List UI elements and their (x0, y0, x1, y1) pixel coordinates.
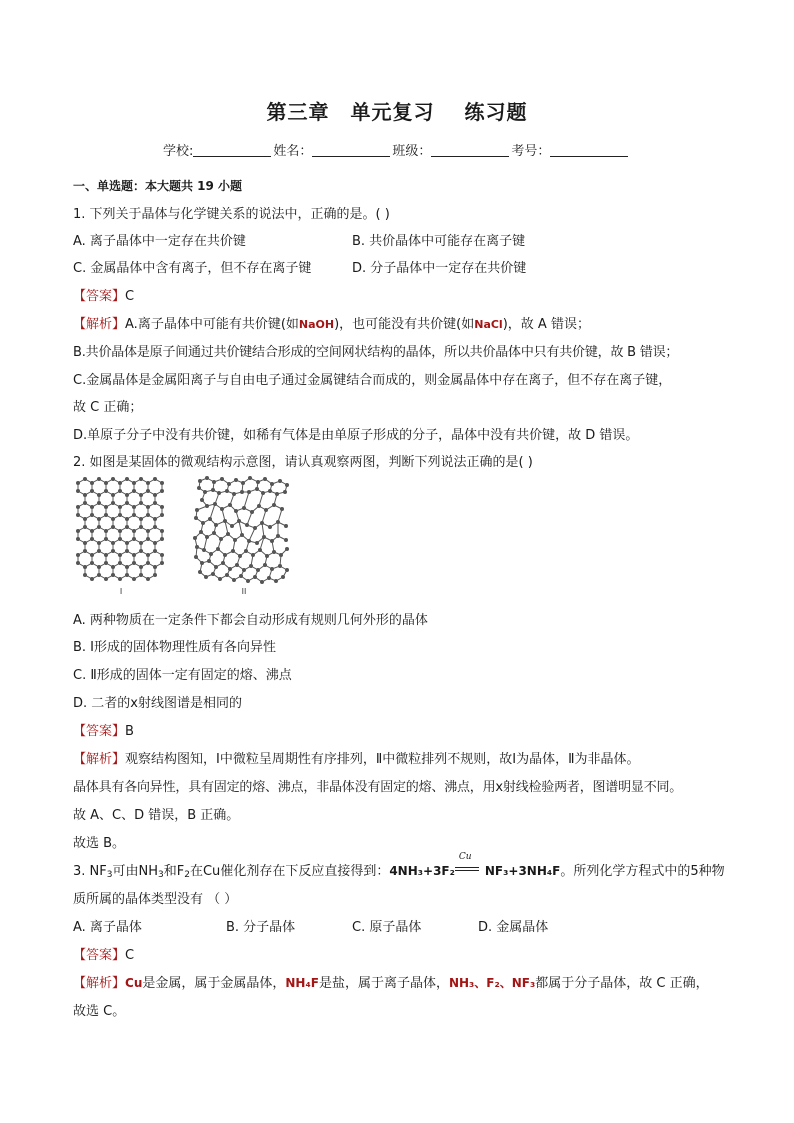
formula-cu: Cu (125, 976, 143, 990)
text-run: 5 (690, 864, 699, 879)
q2-analysis-line-4: 故选 B。 (73, 836, 126, 851)
formula-nh4f: NH₄F (285, 976, 319, 990)
figure-label-ii: II (241, 587, 247, 596)
text-run: Cu (202, 864, 221, 879)
q1-option-c: C. 金属晶体中含有离子，但不存在离子键 (73, 261, 312, 276)
q1-stem: 1. 下列关于晶体与化学键关系的说法中，正确的是。( ) (73, 207, 390, 222)
text-run: 和 (163, 864, 177, 879)
school-blank[interactable] (193, 144, 271, 157)
figure-label-i: I (119, 587, 123, 596)
text-run: 在 (189, 864, 203, 879)
q1-option-b: B. 共价晶体中可能存在离子键 (352, 234, 526, 249)
q3-option-a: A. 离子晶体 (73, 920, 142, 935)
class-label: 班级： (392, 144, 432, 159)
q1-answer-value: C (125, 289, 135, 304)
equation-left: 4NH₃+3F₂ (389, 864, 455, 878)
text-run: 催化剂存在下反应直接得到： (220, 864, 390, 879)
text-run: 。所列化学方程式中的 (560, 864, 691, 879)
q1-analysis-line-5: D.单原子分子中没有共价键，如稀有气体是由单原子形成的分子，晶体中没有共价键，故 D 错误。 (73, 428, 639, 443)
q2-analysis-line-3: 故 A、C、D 错误，B 正确。 (73, 808, 240, 823)
q2-analysis-line-2: 晶体具有各向异性，具有固定的熔、沸点，非晶体没有固定的熔、沸点，用x射线检验两者，图谱明显不同。 (73, 780, 683, 795)
crystal-structure-figure (73, 475, 173, 597)
text-run: )，也可能没有共价键(如 (334, 317, 475, 332)
q1-analysis-line-3: C.金属晶体是金属阳离子与自由电子通过金属键结合而成的，则金属晶体中存在离子，但不存在离子键， (73, 373, 672, 388)
q3-answer (73, 944, 134, 963)
q1-analysis-line-4: 故 C 正确； (73, 400, 143, 415)
subscript: 3 (158, 870, 164, 880)
equals-bar-bottom (455, 870, 479, 871)
text-run: 观察结构图知，Ⅰ中微粒呈周期性有序排列，Ⅱ中微粒排列不规则，故Ⅰ为晶体，Ⅱ为非晶体。 (125, 752, 640, 767)
q1-option-a: A. 离子晶体中一定存在共价键 (73, 234, 246, 249)
answer-tag: 【答案】 (73, 289, 126, 304)
formula-naoh: NaOH (298, 318, 335, 331)
class-blank[interactable] (431, 144, 509, 157)
q3-option-c: C. 原子晶体 (352, 920, 422, 935)
text-run: NH (138, 864, 158, 879)
q1-analysis-line-2: B.共价晶体是原子间通过共价键结合形成的空间网状结构的晶体，所以共价晶体中只有共价键，故 B 错误； (73, 345, 679, 360)
subscript: 2 (184, 870, 190, 880)
text-run: 种物 (698, 864, 725, 879)
q2-analysis-line-1 (73, 748, 639, 767)
q3-option-d: D. 金属晶体 (478, 920, 549, 935)
text-run: 可由 (112, 864, 139, 879)
analysis-tag: 【解析】 (73, 752, 126, 767)
equals-bar-top (455, 867, 479, 868)
q2-option-b: B. Ⅰ形成的固体物理性质有各向异性 (73, 640, 277, 655)
q2-answer (73, 720, 134, 739)
name-blank[interactable] (312, 144, 390, 157)
q3-analysis-line-1 (73, 972, 709, 991)
answer-tag: 【答案】 (73, 724, 126, 739)
q1-answer (73, 285, 134, 304)
amorphous-structure-figure (192, 475, 296, 597)
catalyst-arrow (455, 852, 481, 875)
text-run: 是盐，属于离子晶体， (318, 976, 449, 991)
student-info-row (163, 140, 630, 159)
formula-list: NH₃、F₂、NF₃ (448, 976, 536, 990)
analysis-tag: 【解析】 (73, 976, 126, 991)
equation-right: NF₃+3NH₄F (484, 864, 561, 878)
text-run: F (176, 864, 185, 879)
q3-option-b: B. 分子晶体 (226, 920, 296, 935)
text-run: A.离子晶体中可能有共价键(如 (125, 317, 299, 332)
q2-answer-value: B (125, 724, 134, 739)
page-title: 第三章 单元复习 练习题 (266, 100, 528, 124)
text-run: 是金属，属于金属晶体， (142, 976, 286, 991)
subscript: 3 (106, 870, 113, 880)
id-label: 考号： (511, 144, 551, 159)
answer-tag: 【答案】 (73, 948, 126, 963)
formula-nacl: NaCl (474, 318, 503, 331)
q2-option-a: A. 两种物质在一定条件下都会自动形成有规则几何外形的晶体 (73, 613, 428, 628)
text-run: 3. NF (73, 864, 107, 879)
q1-option-d: D. 分子晶体中一定存在共价键 (352, 261, 527, 276)
catalyst-label: Cu (458, 852, 472, 862)
q3-answer-value: C (125, 948, 135, 963)
q1-analysis-line-1 (73, 313, 590, 332)
analysis-tag: 【解析】 (73, 317, 126, 332)
name-label: 姓名： (273, 144, 313, 159)
q3-analysis-line-2: 故选 C。 (73, 1004, 126, 1019)
q3-stem-line-2: 质所属的晶体类型没有 （ ） (73, 892, 238, 907)
text-run: )，故 A 错误； (502, 317, 590, 332)
section-heading: 一、单选题：本大题共 19 小题 (73, 179, 243, 193)
q2-option-d: D. 二者的x射线图谱是相同的 (73, 696, 242, 711)
q2-option-c: C. Ⅱ形成的固体一定有固定的熔、沸点 (73, 668, 292, 683)
q2-stem: 2. 如图是某固体的微观结构示意图，请认真观察两图，判断下列说法正确的是( ) (73, 455, 533, 470)
id-blank[interactable] (550, 144, 628, 157)
text-run: 都属于分子晶体，故 C 正确， (535, 976, 709, 991)
school-label: 学校: (163, 144, 194, 159)
q3-stem-line-1 (73, 852, 725, 880)
